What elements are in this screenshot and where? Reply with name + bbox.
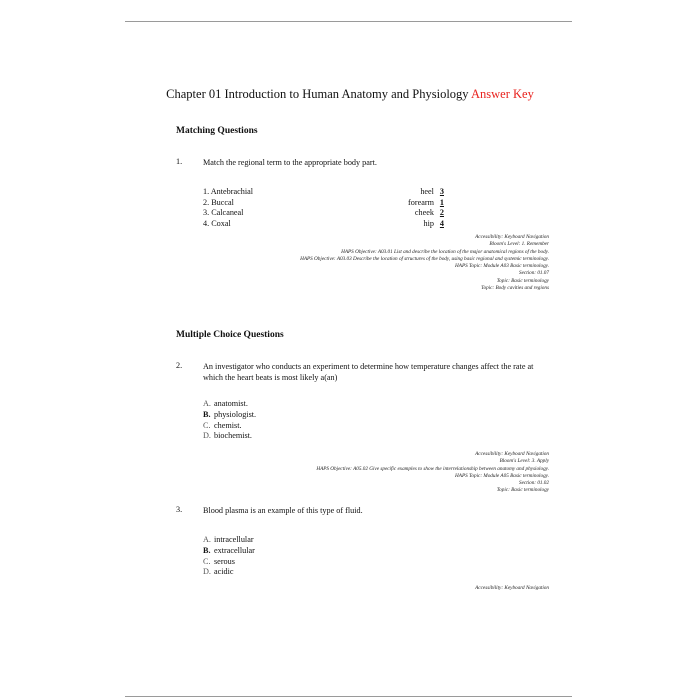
option-letter: C. [203,420,211,430]
matching-part [360,187,444,198]
option-c [203,557,255,568]
option-letter: D. [203,567,211,577]
option-d [203,567,255,578]
part-label: forearm [408,197,434,207]
option-text: serous [214,556,235,566]
bottom-rule [125,696,572,697]
option-letter: D. [203,431,211,441]
option-b-correct [203,410,256,421]
option-letter: A. [203,535,211,544]
meta-line: HAPS Objective: A03.03 Describe the location of structures of the body, using basic regional and systemic terminology. [300,255,549,262]
top-rule [125,21,572,22]
meta-line: HAPS Topic: Module A05 Basic terminology. [455,472,549,479]
title-main: Chapter 01 Introduction to Human Anatomy and Physiology [166,87,469,101]
question-2-number: 2. [176,361,183,370]
meta-line: Accessibility: Keyboard Navigation [475,451,549,457]
part-answer: 4 [439,218,444,228]
part-label: heel [420,187,434,196]
matching-body-parts [360,187,444,229]
question-1-number: 1. [176,157,183,166]
matching-part [360,219,444,230]
option-d [203,431,256,442]
option-letter: A. [203,399,211,408]
meta-line: Bloom's Level: 3. Apply [499,458,549,465]
section-heading-matching: Matching Questions [176,126,258,136]
option-b-correct [203,546,255,557]
meta-line: HAPS Objective: A03.01 List and describe the location of the major anatomical regions of the body. [341,248,549,255]
matching-term: 4. Coxal [203,218,231,228]
title-accent: Answer Key [471,87,534,101]
question-3-metadata [475,585,549,592]
meta-line: Section: 01.02 [519,480,549,487]
meta-line: HAPS Topic: Module A03 Basic terminology. [455,263,549,270]
section-heading-multiple-choice: Multiple Choice Questions [176,330,284,340]
question-2-text: An investigator who conducts an experiment to determine how temperature changes affect the rate at which the heart beats is most likely a(an) [203,362,534,382]
matching-term: 2. Buccal [203,197,234,207]
part-answer: 3 [439,187,444,196]
part-answer: 1 [439,197,444,207]
matching-term: 1. Antebrachial [203,187,254,196]
option-text: anatomist. [214,399,248,408]
option-text: biochemist. [214,431,252,441]
question-3-text: Blood plasma is an example of this type of fluid. [203,506,363,515]
question-3-options [203,535,255,578]
question-2-metadata [316,451,549,495]
meta-line: Topic: Basic terminology [496,277,549,284]
matching-part [360,208,444,219]
option-letter: B. [203,545,211,555]
option-text: intracellular [214,535,254,544]
part-answer: 2 [439,208,444,218]
matching-term: 3. Calcaneal [203,208,244,218]
meta-line: Accessibility: Keyboard Navigation [475,234,549,240]
option-letter: B. [203,409,211,419]
option-text: acidic [214,567,234,577]
part-label: hip [423,218,434,228]
matching-terms [203,187,253,229]
part-label: cheek [414,208,434,218]
question-1-metadata [300,234,549,292]
option-letter: C. [203,556,211,566]
question-2-options [203,399,256,442]
meta-line: Accessibility: Keyboard Navigation [475,585,549,591]
meta-line: Section: 01.07 [519,270,549,277]
question-3-number: 3. [176,505,183,514]
meta-line: Topic: Body cavities and regions [481,285,549,292]
meta-line: Bloom's Level: 1. Remember [489,241,549,248]
option-text: physiologist. [214,409,257,419]
matching-part [360,198,444,209]
option-text: chemist. [214,420,242,430]
page-title [0,87,700,102]
option-a [203,399,256,410]
option-a [203,535,255,546]
meta-line: HAPS Objective: A05.02 Give specific examples to show the interrelationship between anatomy and physiology. [316,465,549,472]
option-c [203,421,256,432]
meta-line: Topic: Basic terminology [496,487,549,494]
question-1-text: Match the regional term to the appropriate body part. [203,158,377,167]
option-text: extracellular [214,545,255,555]
